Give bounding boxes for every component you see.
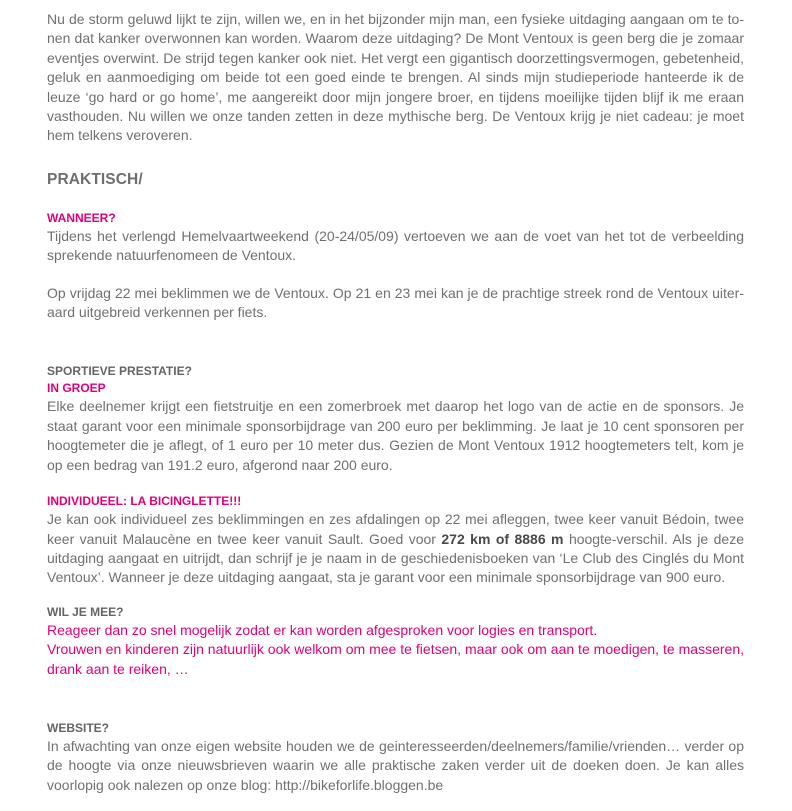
section-title-praktisch: PRAKTISCH/: [47, 170, 143, 188]
meedoen-line-2: Vrouwen en kinderen zijn natuurlijk ook welkom om mee te fietsen, maar ook om aan te moedigen, te masseren, drank aan te reiken, …: [47, 641, 744, 677]
document-page: [47, 10, 744, 795]
wanneer-paragraph-2: Op vrijdag 22 mei beklimmen we de Ventoux. Op 21 en 23 mei kan je de prachtige streek rond de Ventoux uiter-aard uitgebreid verkennen per fiets.: [47, 284, 744, 321]
heading-individueel: INDIVIDUEEL: LA BICINGLETTE!!!: [47, 494, 242, 509]
individueel-paragraph: [47, 510, 744, 588]
groep-paragraph: Elke deelnemer krijgt een fietstruitje en een zomerbroek met daarop het logo van de actie en de sponsors. Je staat garant voor een minimale sponsorbijdrage van 200 euro per beklimming. Je laat je 10 cent sponsoren per hoogtemeter die je aflegt, of 1 euro per 10 meter dus. Gezien de Mont Ventoux 1912 hoogtemeters telt, kom je op een bedrag van 191.2 euro, afgerond naar 200 euro.: [47, 398, 744, 473]
wanneer-paragraph-1: Tijdens het verlengd Hemelvaartweekend (20-24/05/09) vertoeven we aan de voet van het tot de verbeelding sprekende natuurfenomeen de Ventoux.: [47, 227, 744, 264]
heading-sportieve-prestatie: SPORTIEVE PRESTATIE?: [47, 364, 192, 379]
meedoen-line-1: Reageer dan zo snel mogelijk zodat er kan worden afgesproken voor logies en transport.: [47, 621, 598, 638]
individueel-text-b: hoogte-verschil. Als je deze uitdaging aangaat en uitrijdt, dan schrijf je je naam in de geschiedenisboeken van ‘Le Club des Cinglés du Mont Ventoux’. Wanneer je deze uitdaging aangaat, sta je garant voor een minimale sponsorbijdrage van 900 euro.: [47, 530, 744, 586]
individueel-text-a: Je kan ook individueel zes beklimmingen en zes afdalingen op 22 mei afleggen, twee keer vanuit Bédoin, twee keer vanuit Malaucène en twee keer vanuit Sault. Goed voor: [47, 511, 744, 547]
heading-wanneer: WANNEER?: [47, 210, 116, 225]
website-paragraph: In afwachting van onze eigen website houden we de geinteresseerden/deelnemers/familie/vrienden… verder op de hoogte via onze nieuwsbrieven waarin we alle praktische zaken verder uit de doeken doen. Je kan alles voorlopig ook nalezen op onze blog: http://bikeforlife.bloggen.be: [47, 737, 744, 793]
heading-in-groep: IN GROEP: [47, 381, 106, 396]
intro-paragraph: Nu de storm geluwd lijkt te zijn, willen we, en in het bijzonder mijn man, een fysieke uitdaging aangaan om te to-nen dat kanker overwonnen kan worden. Waarom deze uitdaging? De Mont Ventoux is geen berg die je zomaar eventjes overwint. De strijd tegen kanker ook niet. Het vergt een gigantisch doorzettingsvermogen, gebetenheid, geluk en aanmoediging om beide tot een goed einde te brengen. Al sinds mijn studieperiode hanteerde ik de leuze ‘go hard or go home’, me aangereikt door mijn jongere broer, en tijdens moeilijke tijden blijf ik me eraan vasthouden. Nu willen we onze tanden zetten in deze mythische berg. De Ventoux krijg je niet cadeau: je moet hem telkens veroveren.: [47, 11, 744, 144]
heading-wil-je-mee: WIL JE MEE?: [47, 604, 124, 619]
heading-website: WEBSITE?: [47, 720, 109, 735]
individueel-distance: 272 km of 8886 m: [441, 530, 564, 547]
